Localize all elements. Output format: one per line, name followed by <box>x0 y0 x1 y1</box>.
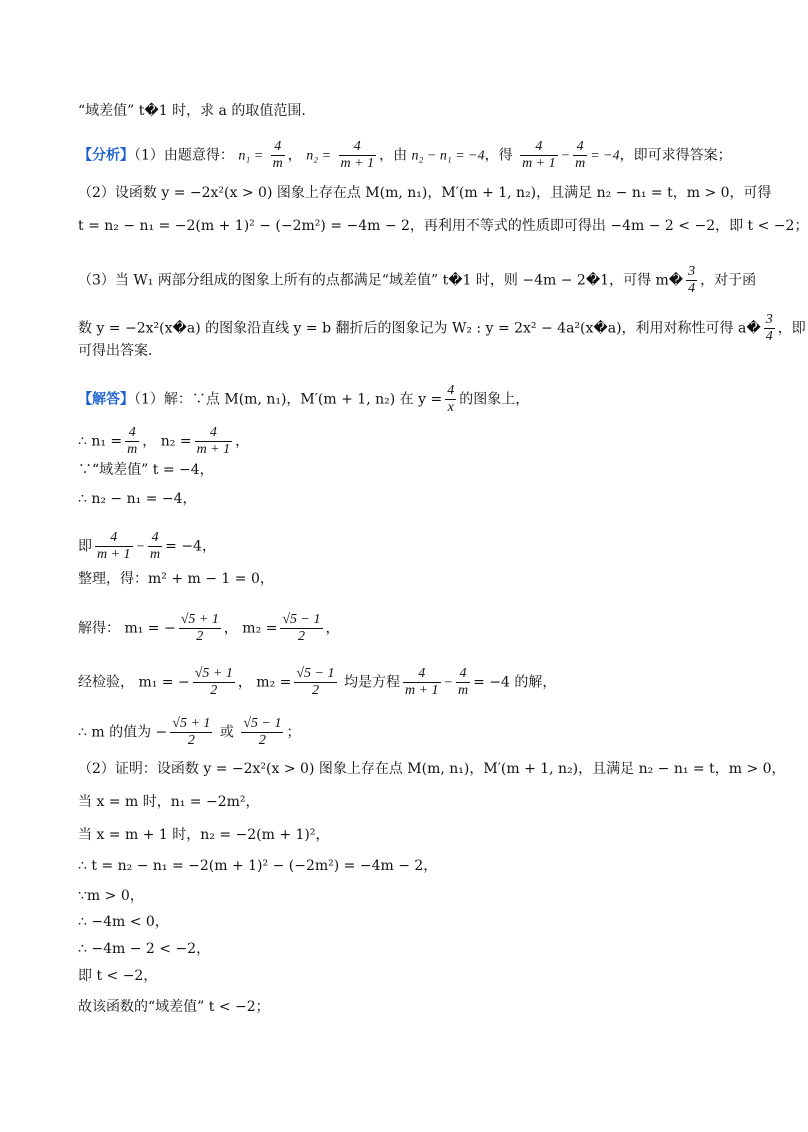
text-span: ， m₂ = <box>223 620 278 637</box>
denominator: 2 <box>241 732 283 749</box>
text-line <box>78 793 260 811</box>
text-span: ∵“域差值” t = −4， <box>78 462 214 478</box>
text-span: 故该函数的“域差值” t < −2； <box>78 999 270 1015</box>
text-span: （1）解：∵点 M(m, n₁)，M′(m + 1, n₂) 在 y = <box>134 391 443 408</box>
denominator: 4 <box>765 329 773 344</box>
numerator: 3 <box>688 264 696 279</box>
text-span: 数 y = −2x²(x�a) 的图象沿直线 y = b 翻折后的图象记为 W₂ : y = 2x² − 4a²(x�a)，利用对称性可得 a� <box>78 320 761 337</box>
text-line <box>78 490 197 508</box>
text-span: ，对于函 <box>700 272 757 289</box>
numerator: √5 + 1 <box>172 716 211 731</box>
text-span: ，得 <box>484 147 513 164</box>
denominator: m + 1 <box>522 156 556 171</box>
denominator: 2 <box>193 682 235 699</box>
denominator: m <box>575 156 586 171</box>
numerator: 4 <box>418 666 426 681</box>
text-line <box>78 760 786 778</box>
text-span: 整理，得：m² + m − 1 = 0， <box>78 571 274 587</box>
numerator: 4 <box>274 139 282 154</box>
fraction <box>271 139 285 172</box>
text-line <box>78 264 756 297</box>
text-line <box>78 612 340 645</box>
text-span: ，即可求得答案； <box>619 147 732 164</box>
fraction <box>339 139 377 172</box>
text-line <box>78 913 169 931</box>
numerator: 4 <box>209 425 217 440</box>
text-line <box>78 570 274 588</box>
fraction <box>241 716 283 749</box>
numerator: √5 + 1 <box>194 666 233 681</box>
text-span: （3）当 W₁ 两部分组成的图象上所有的点都满足“域差值” t�1 时，则 −4m − 2�1，可得 m� <box>78 272 684 289</box>
denominator: m <box>150 547 161 562</box>
text-span: ， <box>235 433 250 450</box>
text-span: ， <box>325 620 340 637</box>
text-line <box>78 342 162 360</box>
text-span: ∴ −4m < 0， <box>78 914 169 930</box>
text-span: ， m₂ = <box>237 674 292 691</box>
text-span: ∵m > 0， <box>78 888 144 904</box>
fraction <box>148 530 162 563</box>
denominator: m <box>127 442 138 457</box>
math-span: − <box>135 539 146 555</box>
text-span: ， n₂ = <box>142 433 192 450</box>
text-span: 即 <box>78 538 92 555</box>
denominator: m <box>457 683 469 698</box>
numerator: 4 <box>535 139 543 154</box>
text-line <box>78 102 306 120</box>
text-span: ，由 <box>379 147 408 164</box>
text-span: ∴ n₂ − n₁ = −4， <box>78 491 197 507</box>
numerator: 4 <box>151 530 159 545</box>
math-span: − <box>560 148 571 164</box>
fraction <box>445 383 456 416</box>
text-line <box>78 940 210 958</box>
math-span: = −4 <box>590 148 620 164</box>
fraction <box>520 139 558 172</box>
denominator: m + 1 <box>196 442 231 457</box>
text-span: 可得出答案． <box>78 343 162 359</box>
math-span: n₁ = <box>238 148 264 164</box>
denominator: m <box>272 156 283 171</box>
text-span: 当 x = m 时，n₁ = −2m²， <box>78 794 260 810</box>
text-span: ， <box>287 147 302 164</box>
denominator: m + 1 <box>404 683 439 698</box>
text-line <box>78 666 556 699</box>
fraction <box>280 612 322 645</box>
text-line <box>78 887 144 905</box>
fraction <box>179 612 221 645</box>
fraction <box>573 139 587 172</box>
text-line <box>78 425 249 458</box>
fraction <box>456 666 470 699</box>
section-tag-analysis: 【分析】 <box>78 147 134 164</box>
text-span: = −4 的解， <box>473 674 557 691</box>
fraction <box>95 530 133 563</box>
math-span: n₂ − n₁ = −4 <box>411 148 485 164</box>
text-span: ∴ t = n₂ − n₁ = −2(m + 1)² − (−2m²) = −4m − 2， <box>78 858 438 874</box>
fraction <box>294 666 336 699</box>
fraction <box>170 716 212 749</box>
text-span: 即 t < −2， <box>78 968 158 984</box>
denominator: m + 1 <box>340 156 375 171</box>
denominator: x <box>445 399 456 416</box>
text-line <box>78 217 808 235</box>
numerator: 4 <box>110 530 118 545</box>
fraction <box>764 312 775 345</box>
text-span: 当 x = m + 1 时，n₂ = −2(m + 1)²， <box>78 827 330 843</box>
text-line <box>78 461 214 479</box>
text-line <box>78 857 437 875</box>
fraction <box>195 425 233 458</box>
text-span: （2）证明：设函数 y = −2x²(x > 0) 图象上存在点 M(m, n₁)，M′(m + 1, n₂)，且满足 n₂ − n₁ = t，m > 0， <box>78 761 786 777</box>
text-span: 均是方程 <box>339 674 400 691</box>
text-span: （2）设函数 y = −2x²(x > 0) 图象上存在点 M(m, n₁)，M′(m + 1, n₂)，且满足 n₂ − n₁ = t，m > 0，可得 <box>78 185 772 201</box>
text-line <box>78 184 772 202</box>
fraction <box>193 666 235 699</box>
numerator: √5 + 1 <box>180 612 219 627</box>
numerator: 4 <box>576 139 584 154</box>
fraction <box>125 425 139 458</box>
numerator: 4 <box>447 383 455 398</box>
numerator: 4 <box>459 666 467 681</box>
text-line <box>78 530 216 563</box>
text-span: 解得： m₁ = − <box>78 620 176 637</box>
text-line <box>78 826 330 844</box>
text-span: = −4， <box>165 538 216 555</box>
solution-line <box>78 383 529 416</box>
math-span: n₂ = <box>306 148 332 164</box>
fraction <box>686 264 697 297</box>
text-span: ； <box>286 724 301 741</box>
math-span: − <box>443 675 453 691</box>
text-span: 经检验， m₁ = − <box>78 674 190 691</box>
denominator: m + 1 <box>97 547 131 562</box>
text-span: 或 <box>215 724 239 741</box>
section-tag-solution: 【解答】 <box>78 391 134 408</box>
text-span: ∴ n₁ = <box>78 433 123 450</box>
numerator: √5 − 1 <box>243 716 282 731</box>
text-span: （1）由题意得： <box>134 147 234 164</box>
denominator: 2 <box>280 628 322 645</box>
numerator: 4 <box>128 425 136 440</box>
numerator: √5 − 1 <box>282 612 321 627</box>
text-line <box>78 998 270 1016</box>
fraction <box>403 666 441 699</box>
text-line <box>78 312 806 345</box>
text-span: 的图象上， <box>459 391 530 408</box>
text-span: ∴ −4m − 2 < −2， <box>78 941 211 957</box>
text-span: ∴ m 的值为 − <box>78 724 168 741</box>
denominator: 2 <box>170 732 212 749</box>
analysis-line <box>78 139 732 172</box>
text-span: “域差值” t�1 时，求 a 的取值范围. <box>78 103 306 119</box>
text-span: ，即 <box>777 320 806 337</box>
denominator: 4 <box>688 281 696 296</box>
text-line <box>78 967 157 985</box>
numerator: 3 <box>765 312 773 327</box>
text-line <box>78 716 300 749</box>
numerator: √5 − 1 <box>296 666 335 681</box>
denominator: 2 <box>179 628 221 645</box>
text-span: t = n₂ − n₁ = −2(m + 1)² − (−2m²) = −4m − 2，再利用不等式的性质即可得出 −4m − 2 < −2，即 t < −2； <box>78 218 808 234</box>
numerator: 4 <box>353 139 361 154</box>
denominator: 2 <box>294 682 336 699</box>
